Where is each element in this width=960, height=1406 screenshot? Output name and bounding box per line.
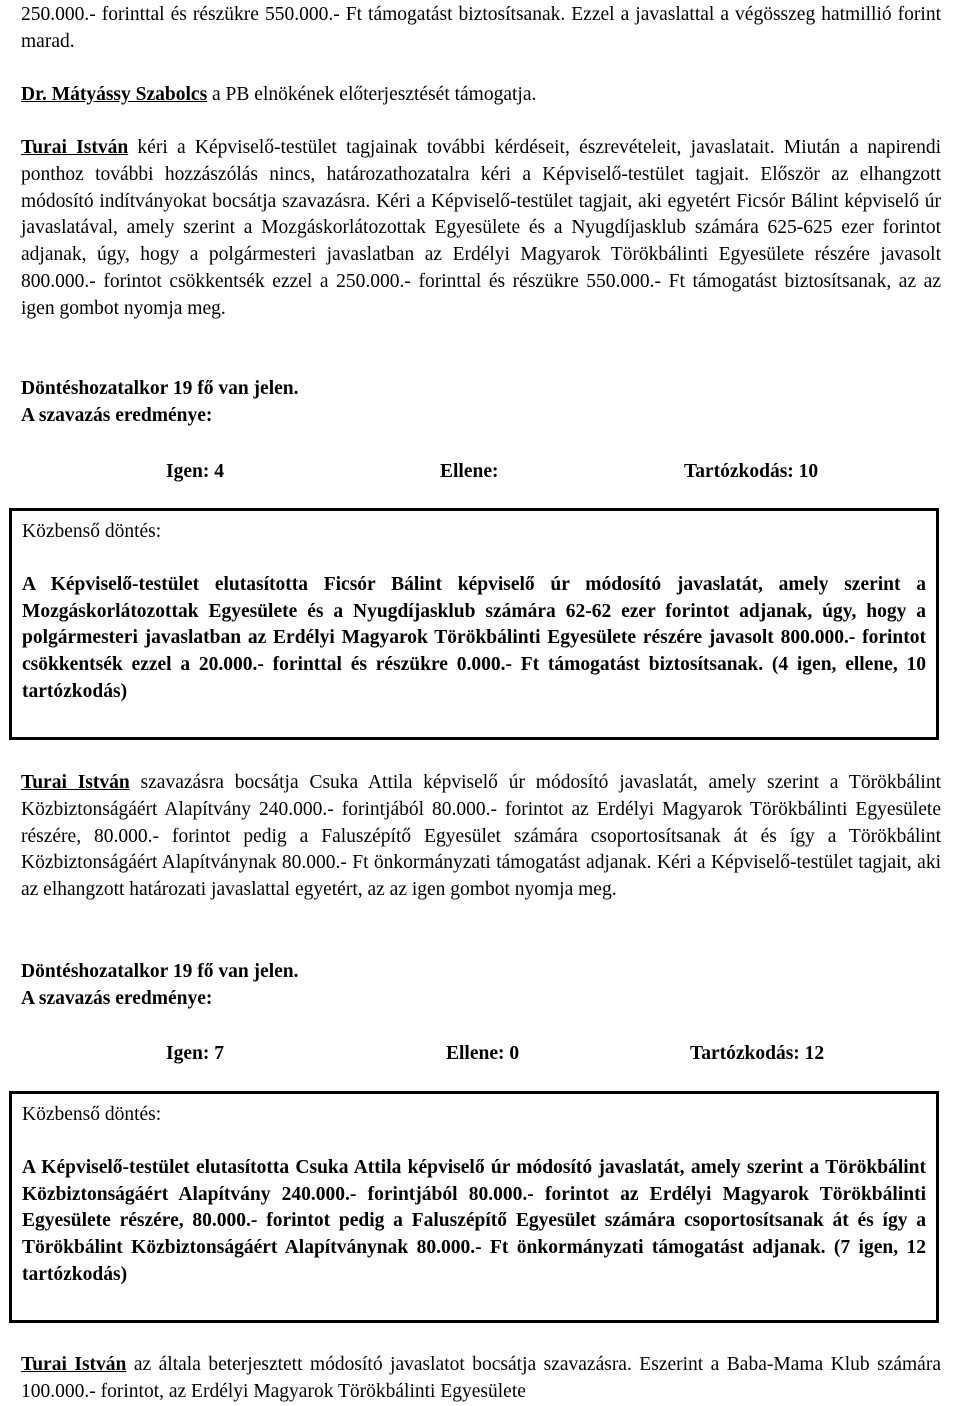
vote-yes: Igen: 4 [166, 461, 224, 482]
decision-label: Közbenső döntés: [22, 521, 162, 542]
intro-continuation: 250.000.- forinttal és részükre 550.000.- Ft támogatást biztosítsanak. Ezzel a javaslattal a végösszeg hatmillió forint marad. [21, 4, 941, 52]
quorum-text: Döntéshozatalkor 19 fő van jelen. [21, 961, 299, 982]
paragraph-turai-3 [21, 1352, 941, 1406]
vote-yes: Igen: 7 [166, 1043, 224, 1064]
vote-abstain: Tartózkodás: 12 [690, 1043, 825, 1064]
vote-result-label: A szavazás eredménye: [21, 988, 213, 1009]
paragraph-text: kéri a Képviselő-testület tagjainak további kérdéseit, észrevételeit, javaslatait. Miután a napirendi ponthoz további hozzászólás nincs, határozathozatalra kéri a Képviselő-testület tagjait. Először az elhangzott módosító indítványokat bocsátja szavazásra. Kéri a Képviselő-testület tagjait, aki egyetért Ficsór Bálint képviselő úr javaslatával, amely szerint a Mozgáskorlátozottak Egyesülete és a Nyugdíjasklub számára 625-625 ezer forintot adjanak, úgy, hogy a polgármesteri javaslatban az Erdélyi Magyarok Törökbálinti Egyesülete részére javasolt 800.000.- forintot csökkentsék ezzel a 250.000.- forinttal és részükre 550.000.- Ft támogatást biztosítsanak, az az igen gombot nyomja meg. [21, 137, 942, 319]
interim-decision-box [9, 1091, 939, 1323]
vote-result-label: A szavazás eredménye: [21, 405, 213, 426]
paragraph-turai-2 [21, 770, 941, 904]
interim-decision-box [9, 508, 939, 740]
speaker-name: Turai István [21, 772, 130, 793]
decision-text: A Képviselő-testület elutasította Csuka Attila képviselő úr módosító javaslatát, amely szerint a Törökbálint Közbiztonságáért Alapítvány 240.000.- forintjából 80.000.- forintot az Erdélyi Magyarok Törökbálinti Egyesülete részére, 80.000.- forintot pedig a Faluszépítő Egyesület számára csoportosítsanak át és így a Törökbálint Közbiztonságáért Alapítványnak 80.000.- Ft önkormányzati támogatást adjanak. (7 igen, 12 tartózkodás) [22, 1156, 926, 1285]
decision-label: Közbenső döntés: [22, 1104, 162, 1125]
vote-no: Ellene: [440, 461, 499, 482]
paragraph-text: a PB elnökének előterjesztését támogatja. [207, 84, 537, 105]
decision-text: A Képviselő-testület elutasította Ficsór Bálint képviselő úr módosító javaslatát, amely szerint a Mozgáskorlátozottak Egyesülete és a Nyugdíjasklub számára 62-62 ezer forintot adjanak, úgy, hogy a polgármesteri javaslatban az Erdélyi Magyarok Törökbálinti Egyesülete részére javasolt 800.000.- forintot csökkentsék ezzel a 20.000.- forinttal és részükre 0.000.- Ft támogatást biztosítsanak. (4 igen, ellene, 10 tartózkodás) [22, 573, 926, 702]
speaker-name: Turai István [21, 1354, 127, 1375]
vote-no: Ellene: 0 [446, 1043, 520, 1064]
paragraph-text: az általa beterjesztett módosító javaslatot bocsátja szavazásra. Eszerint a Baba-Mama Klub számára 100.000.- forintot, az Erdélyi Magyarok Törökbálinti Egyesülete [21, 1354, 941, 1402]
paragraph-text: szavazásra bocsátja Csuka Attila képviselő úr módosító javaslatát, amely szerint a Törökbálint Közbiztonságáért Alapítvány 240.000.- forintjából 80.000.- forintot az Erdélyi Magyarok Törökbálinti Egyesülete részére, 80.000.- forintot pedig a Faluszépítő Egyesület számára csoportosítsanak át és így a Törökbálint Közbiztonságáért Alapítványnak 80.000.- Ft önkormányzati támogatást adjanak. Kéri a Képviselő-testület tagjait, aki az elhangzott határozati javaslattal egyetért, az az igen gombot nyomja meg. [21, 772, 942, 901]
paragraph-matyassy [21, 82, 941, 109]
speaker-name: Dr. Mátyássy Szabolcs [21, 84, 208, 105]
quorum-text: Döntéshozatalkor 19 fő van jelen. [21, 378, 299, 399]
paragraph-turai-1 [21, 135, 941, 323]
speaker-name: Turai István [21, 137, 129, 158]
vote-abstain: Tartózkodás: 10 [684, 461, 819, 482]
